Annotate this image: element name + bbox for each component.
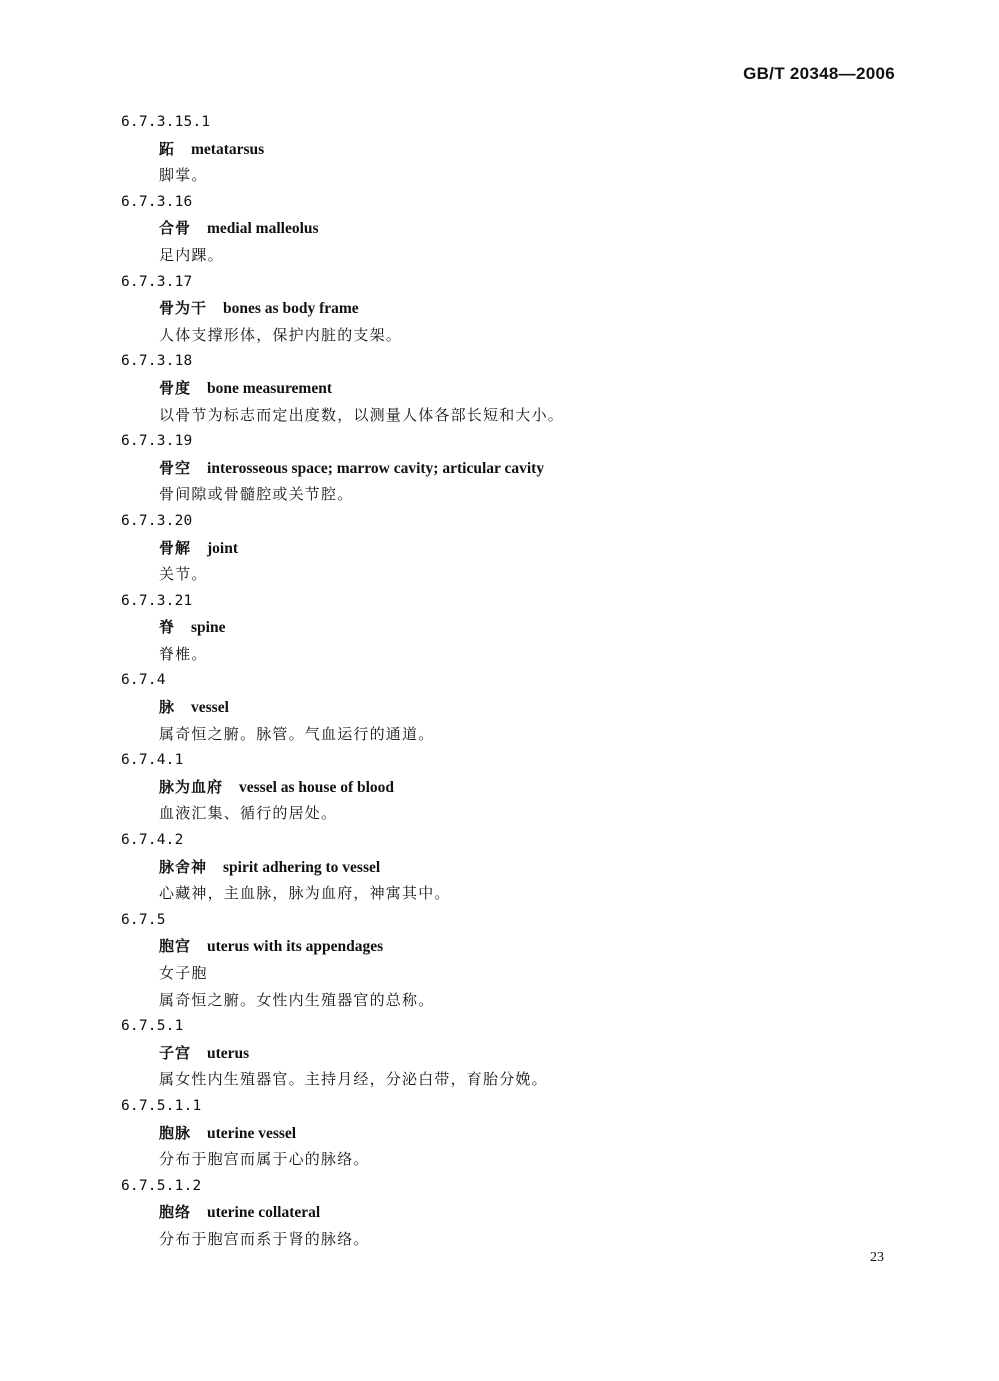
clause-number: 6.7.5.1	[121, 1018, 184, 1035]
term-entry	[0, 109, 999, 189]
term-entries-list	[0, 109, 999, 1253]
clause-number: 6.7.5.1.1	[121, 1097, 202, 1114]
term-chinese: 合骨	[159, 219, 192, 238]
term-definition: 分布于胞宫而属于心的脉络。	[159, 1150, 370, 1169]
standard-code-header: GB/T 20348—2006	[743, 64, 895, 83]
term-english: uterus	[207, 1044, 250, 1062]
term-definition: 足内踝。	[159, 245, 224, 264]
term-definition: 以骨节为标志而定出度数，以测量人体各部长短和大小。	[159, 405, 565, 424]
term-entry	[0, 1093, 999, 1173]
term-line	[0, 1199, 999, 1226]
term-english: uterine collateral	[207, 1204, 321, 1222]
term-line	[0, 774, 999, 801]
term-chinese: 胞宫	[159, 937, 192, 956]
term-definition: 分布于胞宫而系于肾的脉络。	[159, 1229, 370, 1248]
clause-number: 6.7.3.18	[121, 353, 193, 370]
term-english: interosseous space; marrow cavity; articular cavity	[207, 459, 545, 477]
term-english: vessel	[191, 699, 229, 717]
term-definition: 人体支撑形体，保护内脏的支架。	[159, 325, 403, 344]
term-chinese: 脉舍神	[159, 857, 208, 876]
term-chinese: 骨空	[159, 458, 192, 477]
clause-number: 6.7.3.16	[121, 193, 193, 210]
term-line	[0, 535, 999, 562]
term-english: medial malleolus	[207, 220, 319, 238]
clause-number: 6.7.3.21	[121, 592, 193, 609]
term-chinese: 脊	[159, 618, 176, 637]
term-entry	[0, 588, 999, 668]
clause-number: 6.7.4.1	[121, 752, 184, 769]
term-english: metatarsus	[191, 140, 265, 158]
term-definition: 骨间隙或骨髓腔或关节腔。	[159, 485, 354, 504]
term-entry	[0, 348, 999, 428]
term-entry	[0, 667, 999, 747]
term-line	[0, 614, 999, 641]
term-english: spine	[191, 619, 226, 637]
term-english: uterus with its appendages	[207, 938, 384, 956]
term-line	[0, 694, 999, 721]
term-definition: 血液汇集、循行的居处。	[159, 804, 338, 823]
term-chinese: 脉为血府	[159, 777, 224, 796]
term-english: bone measurement	[207, 379, 333, 397]
term-definition: 脊椎。	[159, 644, 208, 663]
term-chinese: 子宫	[159, 1043, 192, 1062]
term-chinese: 胞络	[159, 1203, 192, 1222]
term-chinese: 脉	[159, 698, 176, 717]
term-entry	[0, 827, 999, 907]
term-definition: 属奇恒之腑。脉管。气血运行的通道。	[159, 724, 435, 743]
clause-number: 6.7.4.2	[121, 832, 184, 849]
term-chinese: 骨为干	[159, 299, 208, 318]
term-definition: 心藏神，主血脉，脉为血府，神寓其中。	[159, 884, 451, 903]
term-chinese: 胞脉	[159, 1123, 192, 1142]
term-line	[0, 1120, 999, 1147]
term-entry	[0, 1013, 999, 1093]
term-entry	[0, 508, 999, 588]
term-chinese: 骨度	[159, 378, 192, 397]
term-line	[0, 215, 999, 242]
clause-number: 6.7.5.1.2	[121, 1177, 202, 1194]
term-definition: 属女性内生殖器官。主持月经，分泌白带，育胎分娩。	[159, 1070, 548, 1089]
term-english: joint	[207, 539, 239, 557]
term-definition: 女子胞	[159, 964, 208, 982]
term-line	[0, 854, 999, 881]
term-entry	[0, 907, 999, 1013]
term-chinese: 跖	[159, 139, 176, 158]
term-line	[0, 1040, 999, 1067]
term-line	[0, 455, 999, 482]
clause-number: 6.7.3.17	[121, 273, 193, 290]
term-definition: 脚掌。	[159, 166, 208, 185]
clause-number: 6.7.4	[121, 672, 166, 689]
term-definition: 关节。	[159, 565, 208, 584]
term-line	[0, 136, 999, 163]
term-entry	[0, 269, 999, 349]
term-english: uterine vessel	[207, 1124, 297, 1142]
term-entry	[0, 1173, 999, 1253]
term-line	[0, 375, 999, 402]
clause-number: 6.7.3.20	[121, 512, 193, 529]
term-definition: 属奇恒之腑。女性内生殖器官的总称。	[159, 990, 435, 1009]
term-entry	[0, 747, 999, 827]
term-line	[0, 295, 999, 322]
clause-number: 6.7.3.19	[121, 433, 193, 450]
term-english: bones as body frame	[223, 300, 359, 318]
term-entry	[0, 189, 999, 269]
term-chinese: 骨解	[159, 538, 192, 557]
term-entry	[0, 428, 999, 508]
term-english: spirit adhering to vessel	[223, 858, 381, 876]
clause-number: 6.7.3.15.1	[121, 114, 211, 130]
term-line	[0, 933, 999, 960]
clause-number: 6.7.5	[121, 911, 166, 928]
term-english: vessel as house of blood	[239, 778, 395, 796]
page-number: 23	[870, 1250, 884, 1265]
